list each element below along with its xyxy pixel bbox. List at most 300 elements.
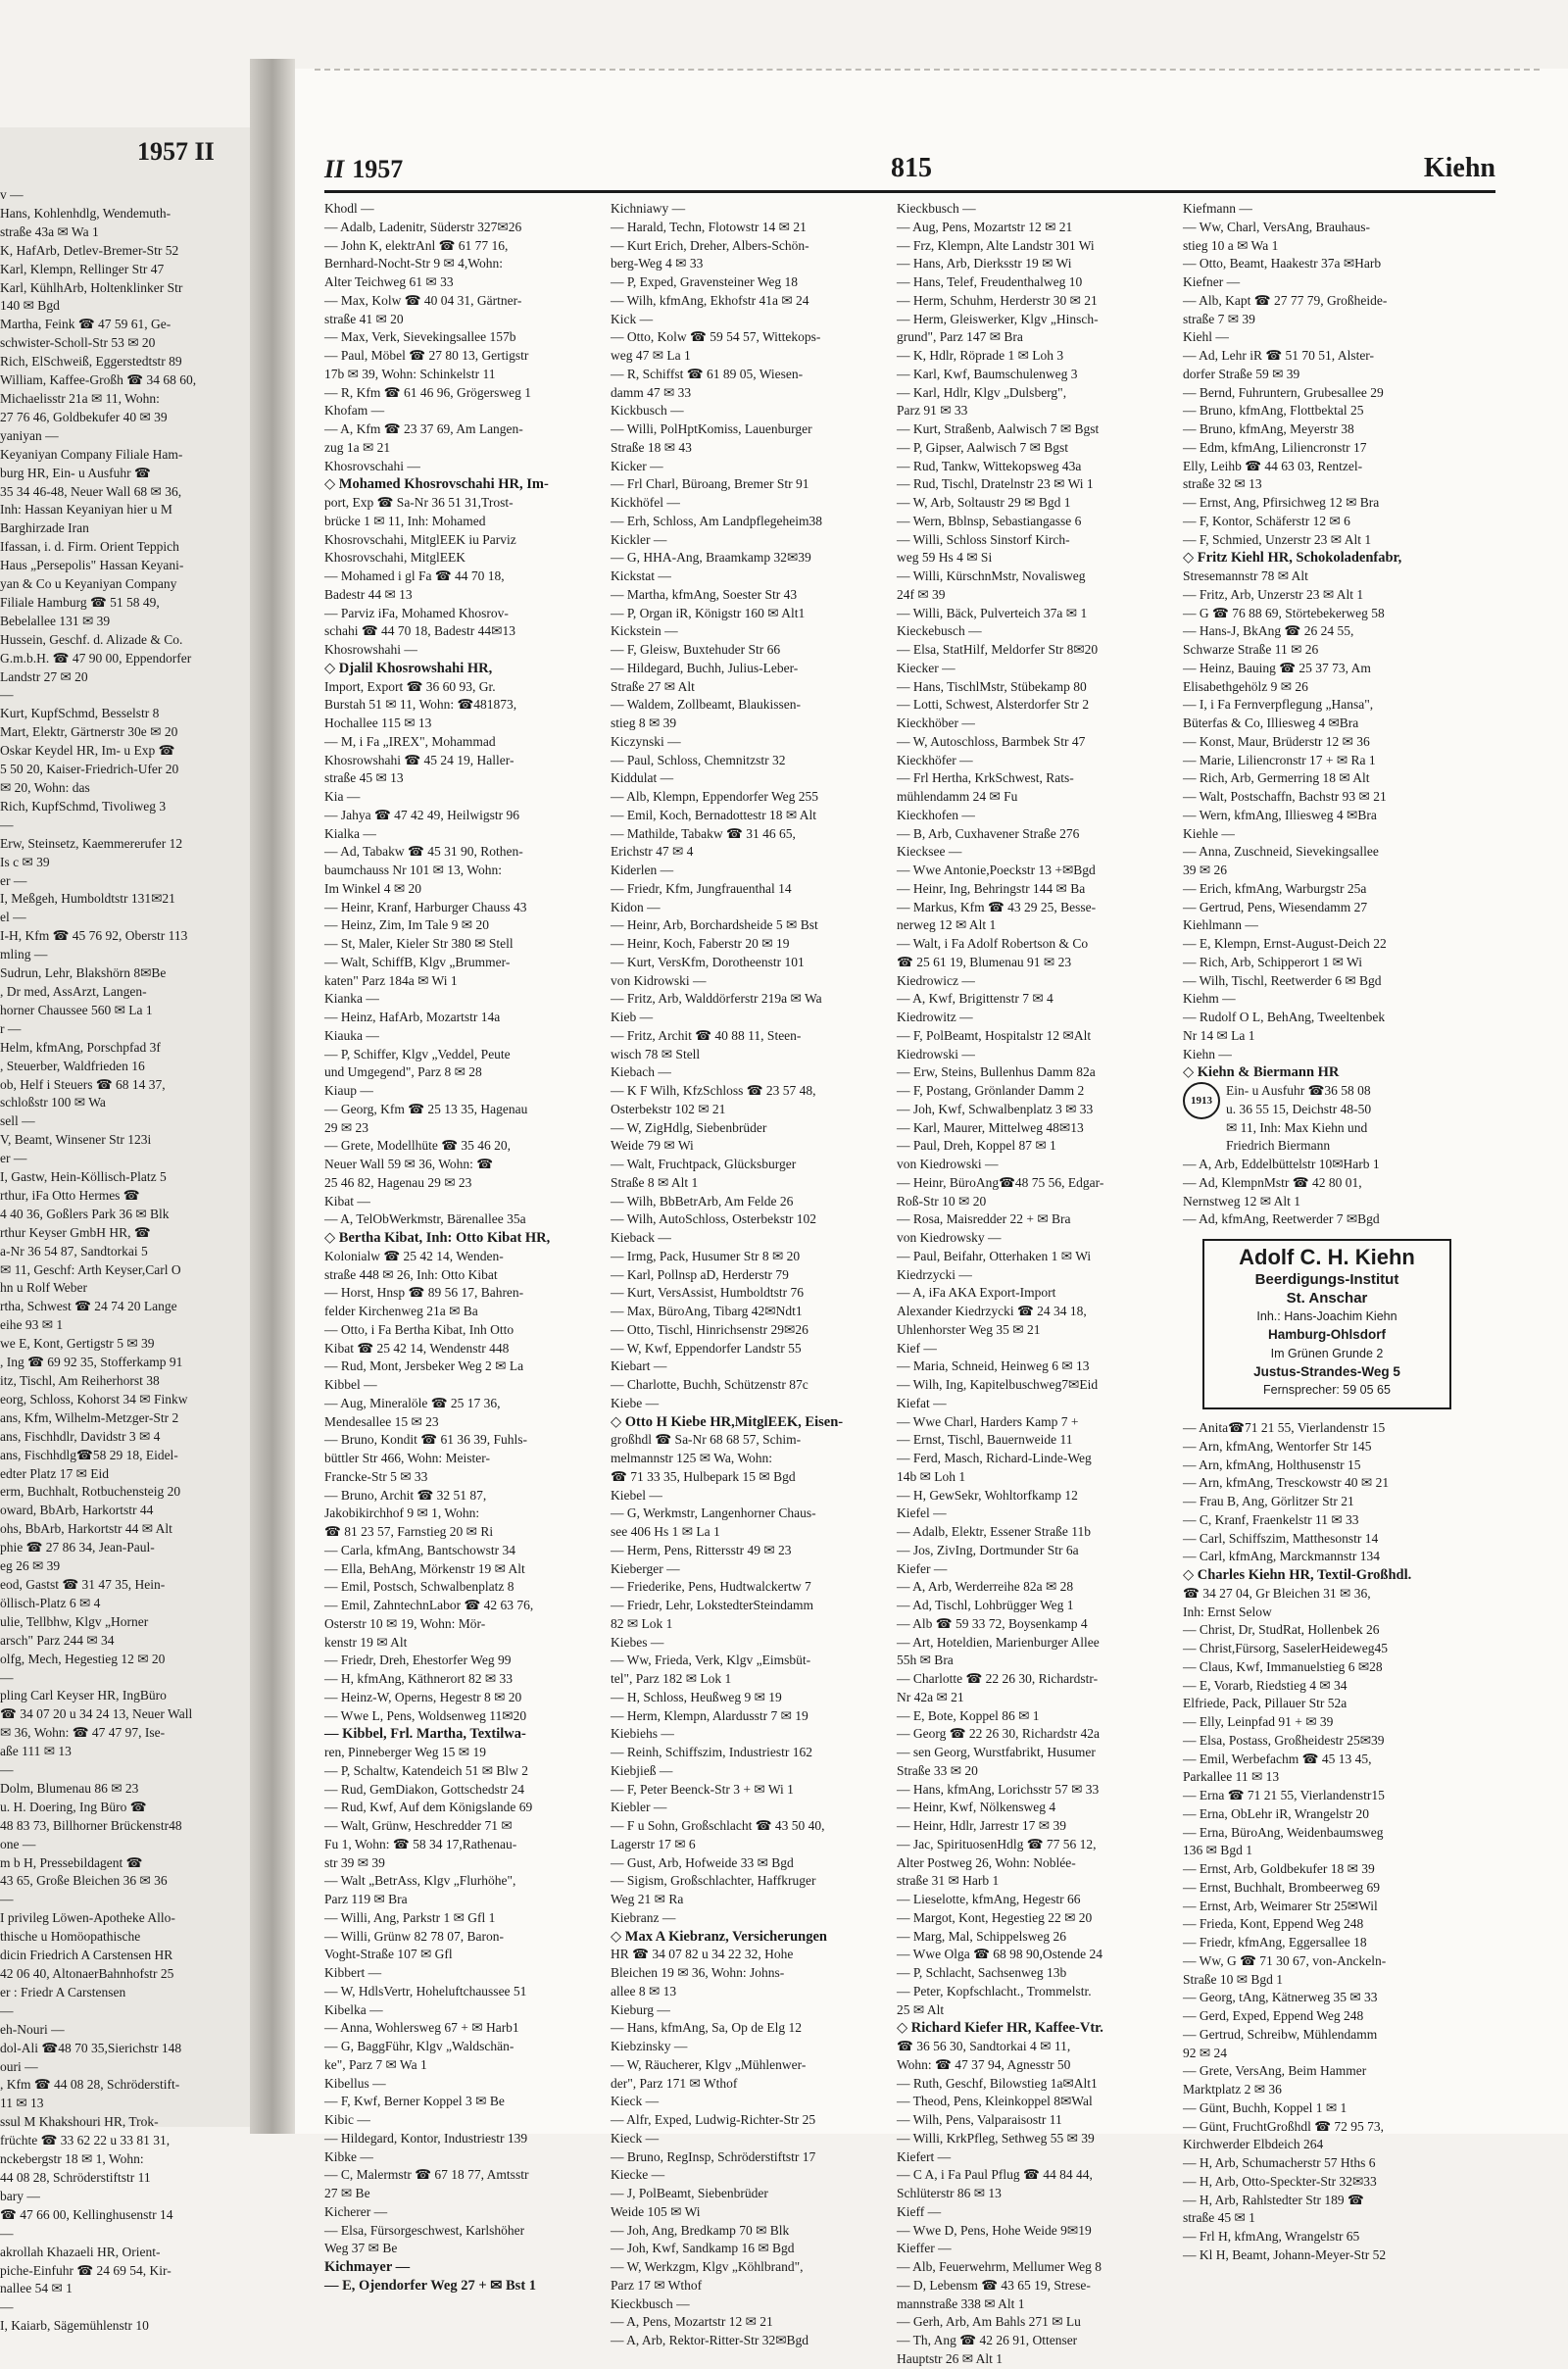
entry-line: — Gerd, Exped, Eppend Weg 248 — [1183, 2008, 1364, 2023]
entry-line: — Wilh, AutoSchloss, Osterbekstr 102 — [611, 1211, 816, 1227]
entry-line: Weide 79 ✉ Wi — [611, 1138, 694, 1154]
entry-line: ✉ 11, Inh: Max Kiehn und — [1226, 1119, 1368, 1135]
entry-line: Kiebzinsky — — [611, 2039, 688, 2053]
entry-line: felder Kirchenweg 21a ✉ Ba — [324, 1304, 478, 1318]
ad-owner: Inh.: Hans-Joachim Kiehn — [1256, 1309, 1397, 1324]
entry-line: — H, Arb, Otto-Speckter-Str 32✉33 — [1183, 2173, 1377, 2189]
entry-line: Kiebranz — — [611, 1909, 676, 1925]
entry-line: Weg 37 ✉ Be — [324, 2241, 398, 2256]
entry-line: Kiebart — — [611, 1358, 667, 1374]
entry-line: — Ernst, Buchhalt, Brombeerweg 69 — [1183, 1879, 1380, 1895]
entry-line: — Kurt, Straßenb, Aalwisch 7 ✉ Bgst — [897, 421, 1100, 436]
entry-line: — Theod, Pens, Kleinkoppel 8✉Wal — [897, 2094, 1093, 2109]
entry-line: — Ww, Frieda, Verk, Klgv „Eimsbüt- — [611, 1653, 811, 1668]
entry-line: — Georg, tAng, Kätnerweg 35 ✉ 33 — [1183, 1990, 1378, 2005]
entry-line: — Ww, G ☎ 71 30 67, von-Anckeln- — [1183, 1952, 1387, 1968]
entry-line: — A, iFa AKA Export-Import — [897, 1285, 1056, 1301]
entry-line: Kiefmann — — [1183, 201, 1252, 216]
entry-line: 5 50 20, Kaiser-Friedrich-Ufer 20 — [0, 762, 179, 777]
entry-line: Karl, Klempn, Rellinger Str 47 — [0, 261, 165, 276]
entry-line: ☎ 71 33 35, Hulbepark 15 ✉ Bgd — [611, 1468, 796, 1484]
entry-line: , Kfm ☎ 44 08 28, Schröderstift- — [0, 2077, 180, 2093]
entry-line: phie ☎ 27 86 34, Jean-Paul- — [0, 1540, 155, 1555]
entry-line: ☎ 34 27 04, Gr Bleichen 31 ✉ 36, — [1183, 1585, 1371, 1601]
entry-line: V, Beamt, Winsener Str 123i — [0, 1132, 152, 1148]
entry-line: — Aug, Mineralöle ☎ 25 17 36, — [324, 1395, 501, 1410]
entry-line: Martha, Feink ☎ 47 59 61, Ge- — [0, 317, 172, 332]
entry-line: — Maria, Schneid, Heinweg 6 ✉ 13 — [897, 1358, 1090, 1374]
entry-line: — Max, BüroAng, Tibarg 42✉Ndt1 — [611, 1304, 803, 1318]
entry-line: — Parviz iFa, Mohamed Khosrov- — [324, 605, 509, 620]
entry-line: ◇ Charles Kiehn HR, Textil-Großhdl. — [1183, 1567, 1412, 1583]
ad-line2: St. Anschar — [1286, 1289, 1368, 1307]
entry-line: ✉ 11, Geschf: Arth Keyser,Carl O — [0, 1261, 181, 1277]
entry-line: Kiehn — — [1183, 1046, 1232, 1061]
entry-line: Inh: Hassan Keyaniyan hier u M — [0, 502, 172, 518]
entry-line: — I, i Fa Fernverpflegung „Hansa", — [1183, 697, 1374, 713]
entry-line: dol-Ali ☎48 70 35,Sierichstr 148 — [0, 2040, 182, 2055]
entry-line: olfg, Mech, Hegestieg 12 ✉ 20 — [0, 1651, 166, 1666]
entry-line: ohs, BbArb, Harkortstr 44 ✉ Alt — [0, 1521, 172, 1537]
entry-line: stieg 8 ✉ 39 — [611, 716, 677, 730]
entry-line: — Erh, Schloss, Am Landpflegeheim38 — [611, 513, 822, 528]
entry-line: — Willi, KrkPfleg, Sethweg 55 ✉ 39 — [897, 2130, 1095, 2146]
entry-line: Kiebjieß — — [611, 1762, 673, 1778]
entry-line: — E, Klempn, Ernst-August-Deich 22 — [1183, 936, 1387, 951]
entry-line: — Georg, Kfm ☎ 25 13 35, Hagenau — [324, 1101, 528, 1116]
entry-line: Lagerstr 17 ✉ 6 — [611, 1836, 696, 1851]
entry-line: — Heinr, Arb, Borchardsheide 5 ✉ Bst — [611, 917, 818, 933]
entry-line: — sen Georg, Wurstfabrikt, Husumer — [897, 1745, 1096, 1759]
entry-line: straße 448 ✉ 26, Inh: Otto Kibat — [324, 1266, 498, 1282]
entry-line: — Max, Verk, Sievekingsallee 157b — [324, 329, 516, 345]
entry-line: — H, Arb, Rahlstedter Str 189 ☎ — [1183, 2192, 1364, 2207]
header-name: Kiehn — [1423, 153, 1495, 183]
entry-line: Khosrovschahi — — [324, 458, 420, 473]
entry-line: Kiecksee — — [897, 844, 962, 860]
entry-line: — Wilh, BbBetrArb, Am Felde 26 — [611, 1193, 794, 1209]
entry-line: rthur Keyser GmbH HR, ☎ — [0, 1224, 151, 1240]
entry-line: Kichniawy — — [611, 201, 686, 216]
entry-line: — Th, Ang ☎ 42 26 91, Ottenser — [897, 2333, 1078, 2347]
entry-line: — F, Peter Beenck-Str 3 + ✉ Wi 1 — [611, 1781, 794, 1797]
entry-line: Kirchwerder Elbdeich 264 — [1183, 2137, 1324, 2152]
entry-line: — G, BaggFühr, Klgv „Waldschän- — [324, 2039, 514, 2053]
entry-line: weg 59 Hs 4 ✉ Si — [897, 550, 993, 566]
entry-line: — Willi, PolHptKomiss, Lauenburger — [611, 421, 812, 436]
entry-line: ✉ 20, Wohn: das — [0, 780, 90, 795]
entry-line: Erichstr 47 ✉ 4 — [611, 844, 694, 860]
entry-line: — Anna, Wohlersweg 67 + ✉ Harb1 — [324, 2020, 519, 2036]
entry-line: büttler Str 466, Wohn: Meister- — [324, 1451, 491, 1465]
entry-line: Schwarze Straße 11 ✉ 26 — [1183, 642, 1319, 657]
entry-line: Hauptstr 26 ✉ Alt 1 — [897, 2350, 1004, 2366]
entry-line: — P, Exped, Gravensteiner Weg 18 — [611, 274, 798, 289]
entry-line: — Ernst, Ang, Pfirsichweg 12 ✉ Bra — [1183, 495, 1380, 510]
entry-line: Kieckbusch — — [611, 2295, 690, 2311]
page-top-edge — [315, 69, 1540, 71]
ad-phone: Fernsprecher: 59 05 65 — [1263, 1383, 1391, 1398]
entry-line: — Markus, Kfm ☎ 43 29 25, Besse- — [897, 899, 1097, 914]
entry-line: Kialka — — [324, 825, 376, 841]
entry-line: er — — [0, 872, 27, 888]
entry-line: weg 47 ✉ La 1 — [611, 348, 691, 363]
entry-line: — Ad, KlempnMstr ☎ 42 80 01, — [1183, 1174, 1362, 1190]
entry-line: Kiefer — — [897, 1560, 948, 1576]
entry-line: — Friedr, Kfm, Jungfrauenthal 14 — [611, 880, 792, 896]
entry-line: rthur, iFa Otto Hermes ☎ — [0, 1187, 140, 1203]
entry-line: ren, Pinneberger Weg 15 ✉ 19 — [324, 1745, 486, 1759]
entry-line: Khodl — — [324, 201, 374, 216]
entry-line: — Christ, Dr, StudRat, Hollenbek 26 — [1183, 1622, 1380, 1638]
entry-line: Kidon — — [611, 899, 661, 914]
entry-line: — Claus, Kwf, Immanuelstieg 6 ✉28 — [1183, 1658, 1383, 1674]
entry-line: — Wwe Olga ☎ 68 98 90,Ostende 24 — [897, 1947, 1103, 1962]
entry-line: — Bruno, RegInsp, Schröderstiftstr 17 — [611, 2148, 816, 2164]
entry-line: — Alfr, Exped, Ludwig-Richter-Str 25 — [611, 2112, 816, 2127]
entry-line: Marktplatz 2 ✉ 36 — [1183, 2082, 1282, 2097]
entry-line: — Sigism, Großschlachter, Haffkruger — [611, 1873, 816, 1889]
entry-line: — Heinr, Kranf, Harburger Chauss 43 — [324, 899, 527, 914]
entry-line: Voght-Straße 107 ✉ Gfl — [324, 1947, 453, 1962]
entry-line: — Jac, SpirituosenHdlg ☎ 77 56 12, — [897, 1836, 1097, 1851]
entry-line: Kieberger — — [611, 1560, 680, 1576]
entry-line: piche-Einfuhr ☎ 24 69 54, Kir- — [0, 2262, 172, 2278]
entry-line: eg 26 ✉ 39 — [0, 1558, 61, 1574]
entry-line: Burstah 51 ✉ 11, Wohn: ☎481873, — [324, 697, 517, 713]
entry-line: m b H, Pressebildagent ☎ — [0, 1854, 143, 1870]
entry-line: — G, Werkmstr, Langenhorner Chaus- — [611, 1505, 816, 1521]
entry-line: mling — — [0, 947, 48, 962]
entry-line: — Ww, Charl, VersAng, Brauhaus- — [1183, 219, 1370, 234]
entry-line: — Karl, Maurer, Mittelweg 48✉13 — [897, 1119, 1084, 1135]
entry-line: I privileg Löwen-Apotheke Allo- — [0, 1910, 175, 1926]
entry-line: — Adalb, Ladenitr, Süderstr 327✉26 — [324, 219, 522, 234]
entry-line: — Arn, kfmAng, Tresckowstr 40 ✉ 21 — [1183, 1475, 1390, 1491]
entry-line: — Aug, Pens, Mozartstr 12 ✉ 21 — [897, 219, 1073, 234]
entry-line: I-H, Kfm ☎ 45 76 92, Oberstr 113 — [0, 928, 188, 944]
entry-line: — Walt, Postschaffn, Bachstr 93 ✉ 21 — [1183, 789, 1387, 804]
entry-line: — Arn, kfmAng, Holthusenstr 15 — [1183, 1456, 1361, 1472]
entry-line: ◇ Otto H Kiebe HR,MitglEEK, Eisen- — [611, 1413, 844, 1430]
entry-line: — Gerh, Arb, Am Bahls 271 ✉ Lu — [897, 2314, 1081, 2330]
entry-line: Helm, kfmAng, Porschpfad 3f — [0, 1039, 161, 1055]
entry-line: ☎ 34 07 20 u 34 24 13, Neuer Wall — [0, 1706, 193, 1722]
entry-line: — Rud, Tischl, Dratelnstr 23 ✉ Wi 1 — [897, 476, 1094, 492]
entry-line: er : Friedr A Carstensen — [0, 1984, 126, 1999]
entry-line: Roß-Str 10 ✉ 20 — [897, 1193, 987, 1209]
header-roman: II — [324, 155, 345, 183]
entry-line: Hochallee 115 ✉ 13 — [324, 716, 432, 730]
entry-line: — Georg ☎ 22 26 30, Richardstr 42a — [897, 1726, 1101, 1742]
entry-line: — Grete, VersAng, Beim Hammer — [1183, 2063, 1367, 2079]
entry-line: 55h ✉ Bra — [897, 1653, 954, 1668]
entry-line: — Horst, Hnsp ☎ 89 56 17, Bahren- — [324, 1285, 524, 1301]
entry-line: 140 ✉ Bgd — [0, 298, 60, 314]
ad-addr2: Justus-Strandes-Weg 5 — [1253, 1363, 1400, 1379]
entry-line: Kickstat — — [611, 568, 671, 583]
entry-line: HR ☎ 34 07 82 u 34 22 32, Hohe — [611, 1947, 794, 1962]
entry-line: hn u Rolf Weber — [0, 1280, 88, 1296]
entry-line: — A, Pens, Mozartstr 12 ✉ 21 — [611, 2314, 773, 2330]
entry-line: I, Gastw, Hein-Köllisch-Platz 5 — [0, 1169, 167, 1185]
entry-line: — Hans, Telef, Freudenthalweg 10 — [897, 274, 1083, 289]
entry-line: — Frz, Klempn, Alte Landstr 301 Wi — [897, 237, 1095, 253]
entry-line: — Christ,Fürsorg, SaselerHeideweg45 — [1183, 1641, 1388, 1655]
ad-addr1: Im Grünen Grunde 2 — [1270, 1346, 1384, 1360]
entry-line: 48 83 73, Billhorner Brückenstr48 — [0, 1817, 182, 1833]
entry-line: Khosrovschahi, MitglEEK — [324, 550, 466, 566]
entry-line: — Gertrud, Pens, Wiesendamm 27 — [1183, 899, 1368, 914]
entry-line: — W, Werkzgm, Klgv „Köhlbrand", — [611, 2259, 804, 2274]
column-4-top — [1183, 200, 1461, 1082]
entry-line: Kiehm — — [1183, 991, 1236, 1007]
entry-line: — A, Kwf, Brigittenstr 7 ✉ 4 — [897, 991, 1054, 1007]
entry-line: — Willi, Ang, Parkstr 1 ✉ Gfl 1 — [324, 1909, 496, 1925]
entry-line: pling Carl Keyser HR, IngBüro — [0, 1688, 167, 1703]
entry-line: — Anna, Zuschneid, Sievekingsallee — [1183, 844, 1379, 860]
entry-line: dorfer Straße 59 ✉ 39 — [1183, 366, 1300, 381]
entry-line: ☎ 81 23 57, Farnstieg 20 ✉ Ri — [324, 1524, 494, 1539]
entry-line: — Rud, Mont, Jersbeker Weg 2 ✉ La — [324, 1358, 524, 1374]
entry-line: , Dr med, AssArzt, Langen- — [0, 983, 147, 999]
entry-line: ◇ Max A Kiebranz, Versicherungen — [611, 1928, 827, 1945]
entry-line: I, Kaiarb, Sägemühlenstr 10 — [0, 2318, 149, 2334]
ad-city: Hamburg-Ohlsdorf — [1268, 1327, 1386, 1342]
entry-line: eorg, Schloss, Kohorst 34 ✉ Finkw — [0, 1391, 188, 1407]
entry-line: ssul M Khakshouri HR, Trok- — [0, 2114, 159, 2130]
entry-line: — Harald, Techn, Flotowstr 14 ✉ 21 — [611, 219, 807, 234]
entry-line: Kick — — [611, 311, 654, 326]
entry-line: Kieck — — [611, 2130, 660, 2146]
entry-line: — A, Kfm ☎ 23 37 69, Am Langen- — [324, 421, 523, 436]
entry-line: Kieckebusch — — [897, 623, 982, 639]
entry-line: — Ernst, Arb, Weimarer Str 25✉Wil — [1183, 1898, 1378, 1913]
entry-line: Kiehlmann — — [1183, 917, 1258, 933]
entry-line: — F, Kontor, Schäferstr 12 ✉ 6 — [1183, 513, 1350, 528]
entry-line: — P, Schaltw, Katendeich 51 ✉ Blw 2 — [324, 1762, 529, 1778]
entry-line: — Erna, ObLehr iR, Wrangelstr 20 — [1183, 1805, 1370, 1821]
entry-line: Kiehle — — [1183, 825, 1235, 841]
entry-line: Alter Teichweg 61 ✉ 33 — [324, 274, 454, 289]
entry-line: Mart, Elektr, Gärtnerstr 30e ✉ 20 — [0, 724, 178, 740]
entry-line: see 406 Hs 1 ✉ La 1 — [611, 1524, 720, 1539]
entry-line: — A, TelObWerkmstr, Bärenallee 35a — [324, 1211, 526, 1227]
entry-line: — Willi, Grünw 82 78 07, Baron- — [324, 1928, 504, 1944]
entry-line: — A, Arb, Eddelbüttelstr 10✉Harb 1 — [1183, 1157, 1380, 1171]
entry-line: Elly, Leihb ☎ 44 63 03, Rentzel- — [1183, 458, 1363, 473]
entry-line: Alter Postweg 26, Wohn: Noblée- — [897, 1854, 1076, 1870]
entry-line: , Steuerber, Waldfrieden 16 — [0, 1058, 145, 1073]
entry-line: — Walt, SchiffB, Klgv „Brummer- — [324, 954, 511, 969]
entry-line: Alexander Kiedrzycki ☎ 24 34 18, — [897, 1304, 1087, 1318]
entry-line: Stresemannstr 78 ✉ Alt — [1183, 568, 1308, 583]
entry-line: — Erich, kfmAng, Warburgstr 25a — [1183, 880, 1367, 896]
entry-line: Badestr 44 ✉ 13 — [324, 586, 413, 602]
entry-line: Kieckhofen — — [897, 807, 975, 822]
entry-line: — Friederike, Pens, Hudtwalckertw 7 — [611, 1579, 811, 1595]
entry-line: — R, Kfm ☎ 61 46 96, Grögersweg 1 — [324, 384, 532, 400]
entry-line: — Margot, Kont, Hegestieg 22 ✉ 20 — [897, 1909, 1093, 1925]
entry-line: Kiefel — — [897, 1505, 947, 1521]
entry-line: Kiedrowitz — — [897, 1010, 973, 1024]
entry-line: — E, Ojendorfer Weg 27 + ✉ Bst 1 — [324, 2277, 537, 2294]
entry-line: — Wilh, Tischl, Reetwerder 6 ✉ Bgd — [1183, 972, 1382, 988]
entry-line: Rich, KupfSchmd, Tivoliweg 3 — [0, 798, 167, 814]
entry-line: 35 34 46-48, Neuer Wall 68 ✉ 36, — [0, 483, 182, 499]
entry-line: — Ad, Tischl, Lohbrügger Weg 1 — [897, 1598, 1074, 1612]
entry-line: — Heinz, Zim, Im Tale 9 ✉ 20 — [324, 917, 489, 933]
entry-line: Sudrun, Lehr, Blakshörn 8✉Be — [0, 965, 167, 981]
entry-line: — W, Räucherer, Klgv „Mühlenwer- — [611, 2056, 807, 2072]
entry-line: — Rosa, Maisredder 22 + ✉ Bra — [897, 1211, 1071, 1227]
column-4 — [1183, 200, 1461, 2265]
entry-line: str 39 ✉ 39 — [324, 1854, 385, 1870]
entry-line: Ein- u Ausfuhr ☎36 58 08 — [1226, 1083, 1371, 1098]
entry-line: — Gertrud, Schreibw, Mühlendamm — [1183, 2026, 1378, 2042]
entry-line: — H, GewSekr, Wohltorfkamp 12 — [897, 1487, 1078, 1503]
entry-line: — Wern, kfmAng, Illiesweg 4 ✉Bra — [1183, 807, 1377, 822]
entry-line: — Herm, Schuhm, Herderstr 30 ✉ 21 — [897, 292, 1098, 308]
entry-line: — K, Hdlr, Röprade 1 ✉ Loh 3 — [897, 348, 1064, 363]
entry-line: Filiale Hamburg ☎ 51 58 49, — [0, 594, 160, 610]
entry-line: — Wwe Antonie,Poeckstr 13 +✉Bgd — [897, 863, 1096, 877]
entry-line: ☎ 47 66 00, Kellinghusenstr 14 — [0, 2206, 173, 2222]
entry-line: schahi ☎ 44 70 18, Badestr 44✉13 — [324, 623, 515, 639]
entry-line: dicin Friedrich A Carstensen HR — [0, 1948, 173, 1963]
entry-line: — Walt, Fruchtpack, Glücksburger — [611, 1157, 797, 1171]
entry-line: wisch 78 ✉ Stell — [611, 1046, 701, 1061]
entry-line: — Bruno, kfmAng, Flottbektal 25 — [1183, 403, 1364, 419]
entry-line: — Frl H, kfmAng, Wrangelstr 65 — [1183, 2229, 1360, 2244]
entry-line: stieg 10 a ✉ Wa 1 — [1183, 237, 1279, 253]
entry-line: — Paul, Möbel ☎ 27 80 13, Gertigstr — [324, 348, 529, 363]
entry-line: ke", Parz 7 ✉ Wa 1 — [324, 2056, 427, 2072]
entry-line: — Walt, i Fa Adolf Robertson & Co — [897, 936, 1089, 951]
entry-line: Friedrich Biermann — [1226, 1138, 1331, 1154]
entry-line: kenstr 19 ✉ Alt — [324, 1634, 408, 1650]
entry-line: Parz 91 ✉ 33 — [897, 403, 968, 419]
entry-line: — Rich, Arb, Germerring 18 ✉ Alt — [1183, 770, 1370, 786]
entry-line: — Emil, Werbefachm ☎ 45 13 45, — [1183, 1751, 1372, 1766]
entry-line: Osterstr 10 ✉ 19, Wohn: Mör- — [324, 1615, 486, 1631]
entry-line: — — [0, 816, 14, 832]
entry-line: Michaelisstr 21a ✉ 11, Wohn: — [0, 390, 160, 406]
entry-line: Uhlenhorster Weg 35 ✉ 21 — [897, 1321, 1041, 1337]
entry-line: Fu 1, Wohn: ☎ 58 34 17,Rathenau- — [324, 1836, 517, 1851]
entry-line: — Charlotte ☎ 22 26 30, Richardstr- — [897, 1671, 1099, 1686]
entry-line: nckebergstr 18 ✉ 1, Wohn: — [0, 2151, 144, 2167]
entry-line: 24f ✉ 39 — [897, 586, 946, 602]
entry-line: Ifassan, i. d. Firm. Orient Teppich — [0, 539, 179, 555]
entry-line: — Frieda, Kont, Eppend Weg 248 — [1183, 1916, 1364, 1932]
entry-line: Bernhard-Nocht-Str 9 ✉ 4,Wohn: — [324, 256, 503, 271]
entry-line: — Wilh, kfmAng, Ekhofstr 41a ✉ 24 — [611, 292, 809, 308]
entry-line: Kibbel — — [324, 1377, 377, 1392]
entry-line: — Heinr, BüroAng☎48 75 56, Edgar- — [897, 1174, 1104, 1190]
entry-line: — Hildegard, Kontor, Industriestr 139 — [324, 2130, 528, 2146]
entry-line: 43 65, Große Bleichen 36 ✉ 36 — [0, 1873, 168, 1889]
entry-line: yan & Co u Keyaniyan Company — [0, 576, 177, 592]
entry-line: von Kiedrowski — — [897, 1157, 999, 1171]
entry-line: — Willi, KürschnMstr, Novalisweg — [897, 568, 1086, 583]
entry-line: — Carla, kfmAng, Bantschowstr 34 — [324, 1542, 515, 1557]
entry-line: Dolm, Blumenau 86 ✉ 23 — [0, 1780, 139, 1796]
entry-line: ans, Kfm, Wilhelm-Metzger-Str 2 — [0, 1409, 179, 1425]
entry-line: von Kiedrowsky — — [897, 1230, 1002, 1245]
entry-line: mannstraße 338 ✉ Alt 1 — [897, 2295, 1025, 2311]
column-4-after-ad — [1183, 1156, 1461, 1229]
entry-line: we E, Kont, Gertigstr 5 ✉ 39 — [0, 1336, 155, 1352]
entry-line: — Karl, Hdlr, Klgv „Dulsberg", — [897, 384, 1067, 400]
entry-line: , Ing ☎ 69 92 35, Stofferkamp 91 — [0, 1355, 183, 1370]
entry-line: — Ruth, Geschf, Bilowstieg 1a✉Alt1 — [897, 2075, 1098, 2091]
entry-line: — M, i Fa „IREX", Mohammad — [324, 733, 496, 749]
entry-line: erm, Buchhalt, Rotbuchensteig 20 — [0, 1484, 181, 1500]
entry-line: Kiczynski — — [611, 733, 681, 749]
entry-line: — Erw, Steins, Bullenhus Damm 82a — [897, 1064, 1096, 1080]
entry-line: Straße 10 ✉ Bgd 1 — [1183, 1971, 1284, 1987]
entry-line: 27 ✉ Be — [324, 2186, 370, 2200]
entry-line: — Bruno, Archit ☎ 32 51 87, — [324, 1487, 487, 1503]
entry-line: Mendesallee 15 ✉ 23 — [324, 1413, 439, 1429]
entry-line: Kickstein — — [611, 623, 678, 639]
entry-line: Kiderlen — — [611, 863, 674, 877]
entry-line: — Mathilde, Tabakw ☎ 31 46 65, — [611, 825, 796, 841]
entry-line: berg-Weg 4 ✉ 33 — [611, 256, 704, 271]
entry-line: — Frau B, Ang, Görlitzer Str 21 — [1183, 1494, 1354, 1508]
entry-line: Kicker — — [611, 458, 663, 473]
entry-line: — Günt, Buchh, Koppel 1 ✉ 1 — [1183, 2099, 1348, 2115]
entry-line: 136 ✉ Bgd 1 — [1183, 1843, 1252, 1858]
entry-line: — Elsa, StatHilf, Meldorfer Str 8✉20 — [897, 642, 1099, 657]
entry-line: — F, Postang, Grönlander Damm 2 — [897, 1083, 1085, 1098]
entry-line: — Waldem, Zollbeamt, Blaukissen- — [611, 697, 802, 713]
entry-line: Kiedrowski — — [897, 1046, 975, 1061]
entry-line: — Carl, Schiffszim, Matthesonstr 14 — [1183, 1530, 1379, 1546]
entry-line: — Arn, kfmAng, Wentorfer Str 145 — [1183, 1438, 1372, 1454]
entry-line: Kieburg — — [611, 2001, 670, 2017]
entry-line: Keyaniyan Company Filiale Ham- — [0, 446, 183, 462]
entry-line: — Alb ☎ 59 33 72, Boysenkamp 4 — [897, 1615, 1088, 1631]
entry-line: schwister-Scholl-Str 53 ✉ 20 — [0, 335, 156, 351]
entry-line: Kiebiehs — — [611, 1726, 674, 1742]
entry-line: 4 40 36, Goßlers Park 36 ✉ Blk — [0, 1206, 170, 1221]
entry-line: der", Parz 171 ✉ Wthof — [611, 2075, 738, 2091]
entry-line: Kiecker — — [897, 660, 956, 675]
entry-line: — Karl, Pollnsp aD, Herderstr 79 — [611, 1266, 789, 1282]
entry-line: Kolonialw ☎ 25 42 14, Wenden- — [324, 1248, 504, 1263]
entry-line: damm 47 ✉ 33 — [611, 384, 692, 400]
entry-line: — Heinr, Hdlr, Jarrestr 17 ✉ 39 — [897, 1818, 1066, 1833]
entry-line: — Erna ☎ 71 21 55, Vierlandenstr15 — [1183, 1788, 1385, 1802]
entry-line: Kickler — — [611, 531, 667, 547]
entry-line: ans, Fischhdlg☎58 29 18, Eidel- — [0, 1447, 178, 1462]
entry-line: großhdl ☎ Sa-Nr 68 68 57, Schim- — [611, 1432, 802, 1448]
entry-line: u. H. Doering, Ing Büro ☎ — [0, 1799, 147, 1814]
entry-line: horner Chaussee 560 ✉ La 1 — [0, 1002, 153, 1017]
entry-line: ulie, Tellbhw, Klgv „Horner — [0, 1613, 149, 1629]
entry-line: Nernstweg 12 ✉ Alt 1 — [1183, 1193, 1301, 1209]
entry-line: — F, Kwf, Berner Koppel 3 ✉ Be — [324, 2094, 505, 2109]
entry-line: eod, Gastst ☎ 31 47 35, Hein- — [0, 1576, 166, 1592]
entry-line: grund", Parz 147 ✉ Bra — [897, 329, 1023, 345]
entry-line: Landstr 27 ✉ 20 — [0, 668, 88, 684]
entry-line: öllisch-Platz 6 ✉ 4 — [0, 1595, 101, 1610]
column-4-bottom — [1183, 1419, 1461, 2265]
entry-line: Kiebler — — [611, 1800, 667, 1815]
adolf-kiehn-ad — [1202, 1239, 1451, 1409]
